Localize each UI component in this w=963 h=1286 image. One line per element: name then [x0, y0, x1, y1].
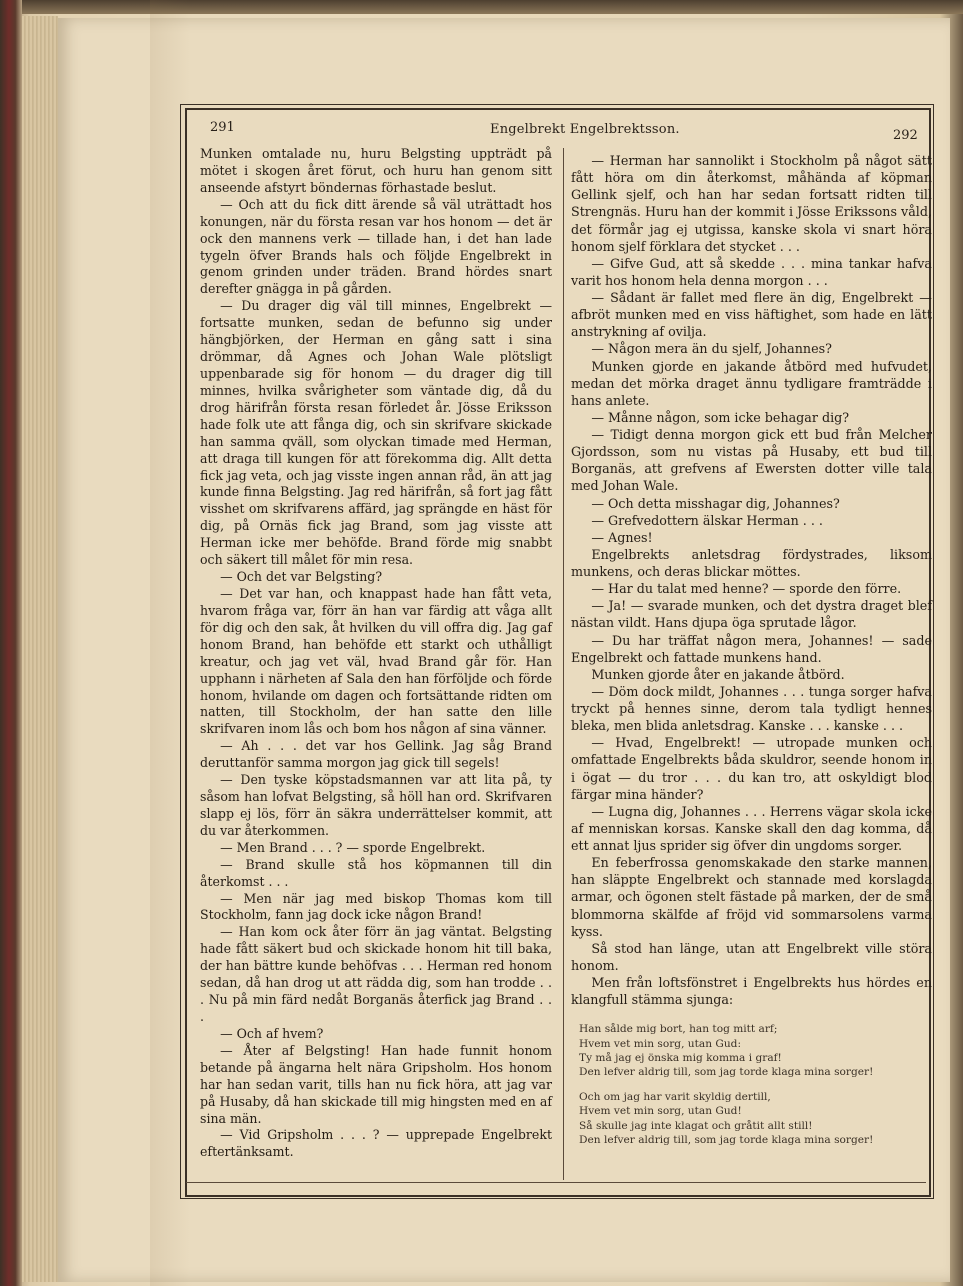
paragraph: — Herman har sannolikt i Stockholm på något sätt fått höra om din återkomst, måhända af köpman Gellink sjelf, och han har sedan fortsatt ridten till Strengnäs. Huru han der kommit i Jösse Erikssons våld, det förmår jag ej utgissa, kanske skola vi snart höra honom sjelf förklara det stycket . . .: [571, 153, 932, 254]
poem-line: Hvem vet min sorg, utan Gud!: [579, 1105, 742, 1118]
paragraph: — Sådant är fallet med flere än dig, Engelbrekt — afbröt munken med en viss häftighet, som hade en lätt anstrykning af ovilja.: [571, 290, 932, 340]
poem-line: Och om jag har varit skyldig dertill,: [579, 1090, 771, 1103]
paragraph: Munken gjorde åter en jakande åtbörd.: [591, 666, 845, 682]
poem-line: Den lefver aldrig till, som jag torde klaga mina sorger!: [579, 1066, 874, 1079]
paragraph: Munken gjorde en jakande åtbörd med hufvudet, medan det mörka draget ännu tydligare framträdde i hans anlete.: [571, 358, 932, 408]
paragraph: — Månne någon, som icke behagar dig?: [591, 409, 850, 425]
poem-line: Så skulle jag inte klagat och gråtit allt still!: [579, 1119, 813, 1132]
bottom-rule: [186, 1182, 926, 1183]
paragraph: En feberfrossa genomskakade den starke mannen, han släppte Engelbrekt och stannade med korslagda armar, och ögonen stelt fästade på marken, der de små blommorna skälfde af fröjd vid sommarsolens varma kyss.: [571, 855, 932, 939]
paragraph: Munken omtalade nu, huru Belgsting uppträdt på mötet i skogen året förut, och huru han genom sitt anseende afstyrt böndernas förhastade beslut.: [200, 146, 552, 195]
paragraph: — Och detta misshagar dig, Johannes?: [591, 495, 840, 511]
poem-stanza: [579, 1022, 932, 1080]
paragraph: Engelbrekts anletsdrag fördystrades, liksom munkens, och deras blickar möttes.: [571, 546, 932, 579]
paragraph: — Det var han, och knappast hade han fått veta, hvarom fråga var, förr än han var färdig att våga allt för dig och den sak, åt hvilken du vill offra dig. Jag gaf honom Brand, han behöfde ett starkt och uthålligt kreatur, och jag vet väl, hvad Brand går för. Han upphann i närheten af Sala den han förföljde och förde honom, hvilande om dagen och fortsättande ridten om natten, till Stockholm, der han satte den lille skrifvaren inom lås och bom hos någon af sina vänner.: [200, 585, 552, 737]
paragraph: — Åter af Belgsting! Han hade funnit honom betande på ängarna helt nära Gripsholm. Hos honom har han sedan varit, tills han nu fick höra, att jag var på Husaby, då han skickade till mig hingsten med en af sina män.: [200, 1042, 552, 1126]
poem-line: Ty må jag ej önska mig komma i graf!: [579, 1052, 782, 1065]
paragraph: — Någon mera än du sjelf, Johannes?: [591, 341, 832, 357]
paragraph: — Men när jag med biskop Thomas kom till Stockholm, fann jag dock icke någon Brand!: [200, 890, 552, 923]
running-title: Engelbrekt Engelbrektsson.: [490, 122, 680, 137]
paragraph: — Lugna dig, Johannes . . . Herrens vägar skola icke af menniskan korsas. Kanske skall den dag komma, då ett annat ljus sprider sig öfver din ungdoms sorger.: [571, 803, 932, 853]
paragraph: — Han kom ock åter förr än jag väntat. Belgsting hade fått säkert bud och skickade honom hit till baka, der han bättre kunde behöfvas . . . Herman red honom sedan, då han drog ut att rädda dig, som han trodde . . . Nu på min färd nedåt Borganäs återfick jag Brand . . .: [200, 924, 552, 1025]
paragraph: — Vid Gripsholm . . . ? — upprepade Engelbrekt eftertänksamt.: [200, 1127, 552, 1160]
paragraph: — Brand skulle stå hos köpmannen till din återkomst . . .: [200, 856, 552, 889]
paragraph: — Gifve Gud, att så skedde . . . mina tankar hafva varit hos honom hela denna morgon . . .: [571, 255, 932, 288]
page-number-left: 291: [210, 120, 235, 135]
paragraph: — Du har träffat någon mera, Johannes! — sade Engelbrekt och fattade munkens hand.: [571, 632, 932, 665]
paragraph: — Men Brand . . . ? — sporde Engelbrekt.: [220, 839, 486, 855]
poem-line: Den lefver aldrig till, som jag torde klaga mina sorger!: [579, 1134, 874, 1147]
paragraph: — Agnes!: [591, 529, 653, 545]
poem-line: Hvem vet min sorg, utan Gud:: [579, 1037, 742, 1050]
paragraph: — Grefvedottern älskar Herman . . .: [591, 512, 823, 528]
paragraph: — Ah . . . det var hos Gellink. Jag såg Brand deruttanför samma morgon jag gick till segels!: [200, 738, 552, 771]
right-column: [571, 152, 932, 1158]
right-column-text: [571, 152, 932, 1008]
paragraph: — Döm dock mildt, Johannes . . . tunga sorger hafva tryckt på hennes sinne, derom tala tydligt hennes bleka, men blida anletsdrag. Kanske . . . kanske . . .: [571, 683, 932, 734]
paragraph: Men från loftsfönstret i Engelbrekts hus hördes en klangfull stämma sjunga:: [571, 975, 932, 1008]
song-verses: [579, 1022, 932, 1147]
paragraph: — Och att du fick ditt ärende så väl uträttadt hos konungen, när du första resan var hos honom — det är ock den mannens verk — tillade han, i det han lade tygeln öfver Brands hals och följde Engelbrekt in genom grinden under träden. Brand hördes snart derefter gnägga in på gården.: [200, 196, 552, 297]
book-binding: [0, 0, 22, 1286]
paragraph: — Den tyske köpstadsmannen var att lita på, ty såsom han lofvat Belgsting, så höll han ord. Skrifvaren slapp ej lös, förr än säkra underrättelser kommit, att du var återkommen.: [200, 772, 552, 838]
paragraph: — Och det var Belgsting?: [220, 569, 383, 585]
paragraph: — Har du talat med henne? — sporde den förre.: [591, 581, 902, 597]
page-header: [205, 120, 927, 144]
scan-top-border: [0, 0, 963, 14]
column-divider: [563, 148, 564, 1180]
paragraph: — Hvad, Engelbrekt! — utropade munken och omfattade Engelbrekts båda skuldror, seende honom in i ögat — du tror . . . du kan tro, att oskyldigt blod färgar mina händer?: [571, 735, 932, 802]
paragraph: — Ja! — svarade munken, och det dystra draget blef nästan vildt. Hans djupa öga sprutade lågor.: [571, 598, 932, 631]
poem-line: Han sålde mig bort, han tog mitt arf;: [579, 1023, 778, 1036]
paragraph: — Du drager dig väl till minnes, Engelbrekt — fortsatte munken, sedan de befunno sig under hängbjörken, der Herman en gång satt i sina drömmar, då Agnes och Johan Wale plötsligt uppenbarade sig för honom — du drager dig till minnes, hvilka svårigheter som väntade dig, då du drog härifrån första resan förledet år. Jösse Eriksson hade folk ute att fånga dig, och sin skrifvare skickade han samma qväll, som olyckan timade med Herman, att draga till kungen för att förekomma dig. Allt detta fick jag veta, och jag visste ingen annan råd, än att jag kunde finna Belgsting. Jag red härifrån, så fort jag fått visshet om skrifvarens affärd, jag sprängde en häst för dig, på Ornäs fick jag Brand, som jag visste att Herman icke mer behöfde. Brand förde mig snabbt och säkert till målet för min resa.: [200, 298, 552, 568]
left-column: [200, 146, 552, 1161]
paragraph: — Och af hvem?: [220, 1025, 324, 1041]
page-number-right: 292: [893, 128, 918, 143]
paragraph: — Tidigt denna morgon gick ett bud från Melcher Gjordsson, som nu vistas på Husaby, ett bud till Borganäs, att grefvens af Ewersten dotter ville tala med Johan Wale.: [571, 427, 932, 494]
poem-stanza: [579, 1090, 932, 1148]
page-edges: [22, 16, 58, 1282]
paragraph: Så stod han länge, utan att Engelbrekt ville störa honom.: [571, 940, 932, 973]
